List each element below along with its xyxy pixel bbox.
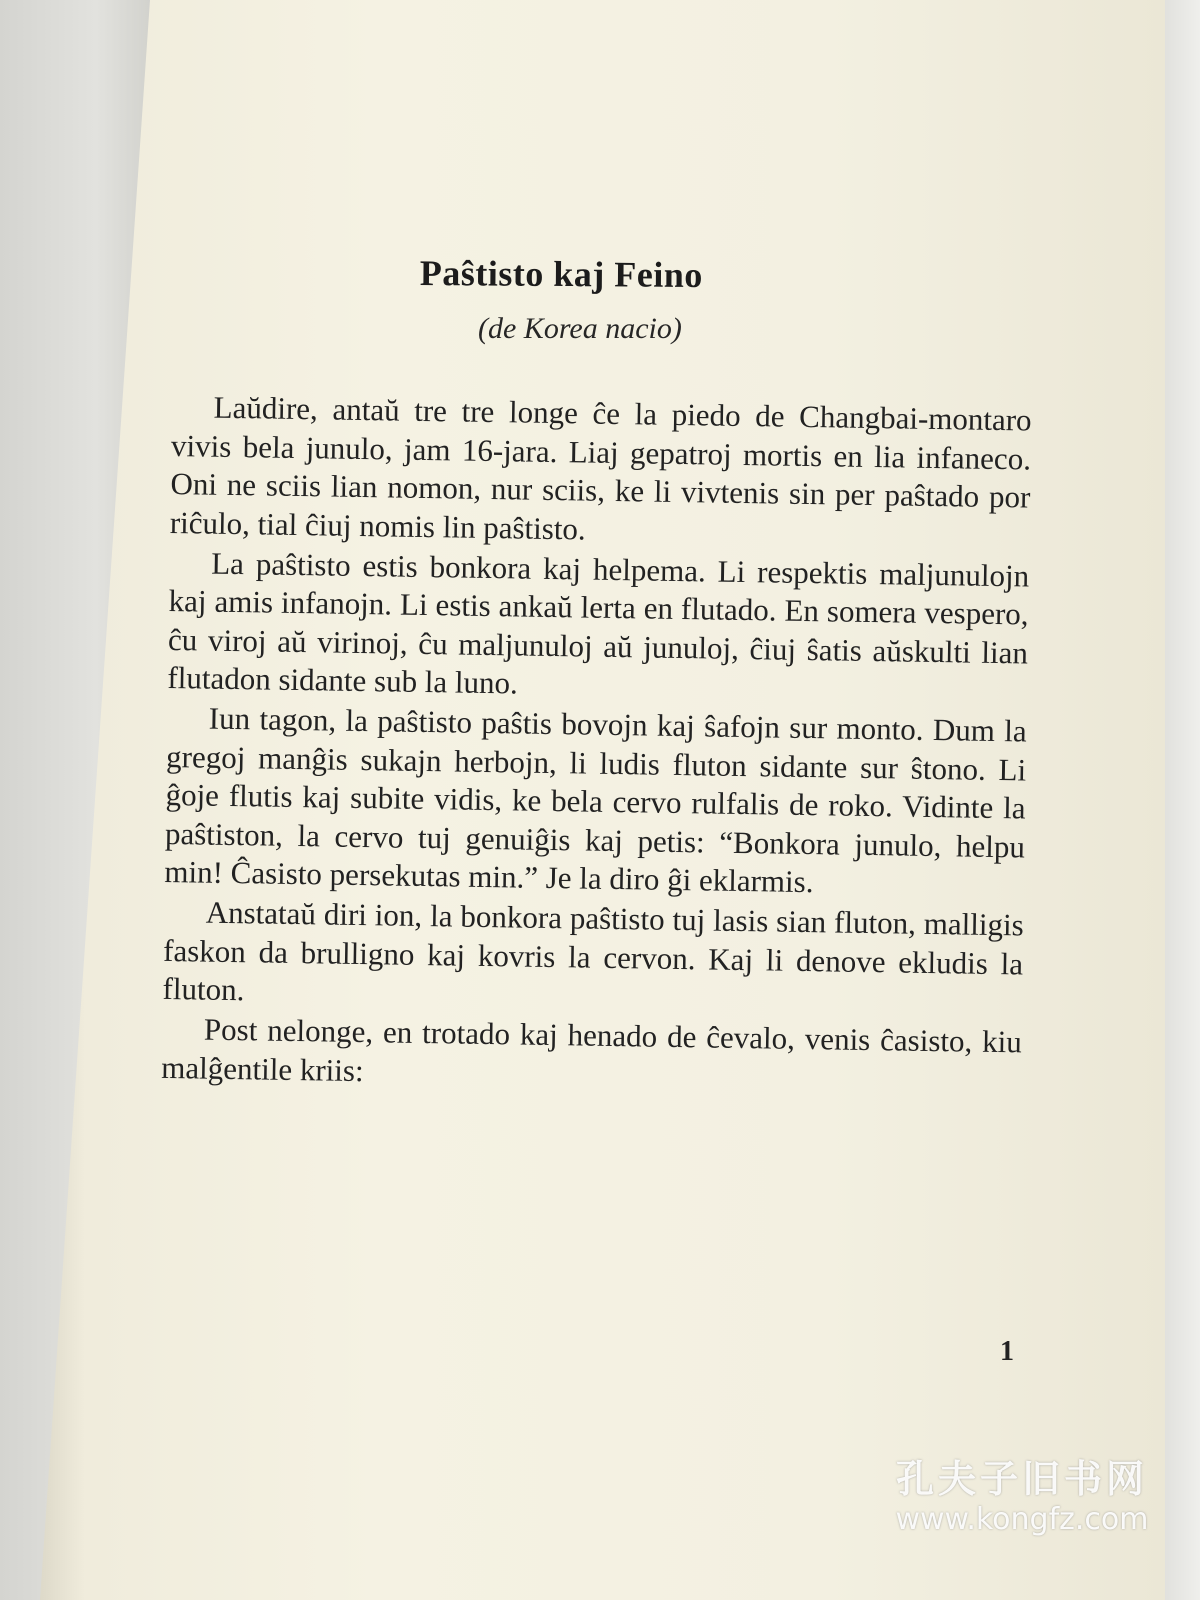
watermark <box>872 1456 1172 1538</box>
watermark-url: www.kongfz.com <box>895 1502 1149 1537</box>
story-title: Paŝtisto kaj Feino <box>419 252 703 295</box>
story-subtitle: (de Korea nacio) <box>478 312 682 345</box>
paragraph: Iun tagon, la paŝtisto paŝtis bovojn kaj ŝafojn sur monto. Dum la gregoj manĝis sukajn herbojn, li ludis fluton sidante sur ŝtono. Li ĝoje flutis kaj subite vidis, ke bela cervo rulfalis de roko. Vidinte la paŝtiston, la cervo tuj genuiĝis kaj petis: “Bonkora junulo, helpu min! Ĉasisto persekutas min.” Je la diro ĝi eklarmis. <box>164 700 1027 900</box>
paragraph: Post nelonge, en trotado kaj henado de ĉevalo, venis ĉasisto, kiu malĝentile kriis: <box>161 1011 1023 1088</box>
watermark-title: 孔夫子旧书网 <box>895 1457 1148 1501</box>
paragraph: Anstataŭ diri ion, la bonkora paŝtisto tuj lasis sian fluton, malligis faskon da brulligno kaj kovris la cervon. Kaj li denove ekludis la fluton. <box>162 894 1024 1008</box>
story-body <box>161 388 1032 1102</box>
paragraph: Laŭdire, antaŭ tre tre longe ĉe la piedo de Changbai-montaro vivis bela junulo, jam 16-jara. Liaj gepatroj mortis en lia infaneco. Oni ne sciis lian nomon, nur sciis, ke li vivtenis sin per paŝtado por riĉulo, tial ĉiuj nomis lin paŝtisto. <box>169 389 1032 547</box>
paragraph: La paŝtisto estis bonkora kaj helpema. Li respektis maljunulojn kaj amis infanojn. Li estis ankaŭ lerta en flutado. En somera vespero, ĉu viroj aŭ virinoj, ĉu maljunuloj aŭ junuloj, ĉiuj ŝatis aŭskulti lian flutadon sidante sub la luno. <box>167 545 1030 701</box>
page-number: 1 <box>1000 1336 1014 1367</box>
